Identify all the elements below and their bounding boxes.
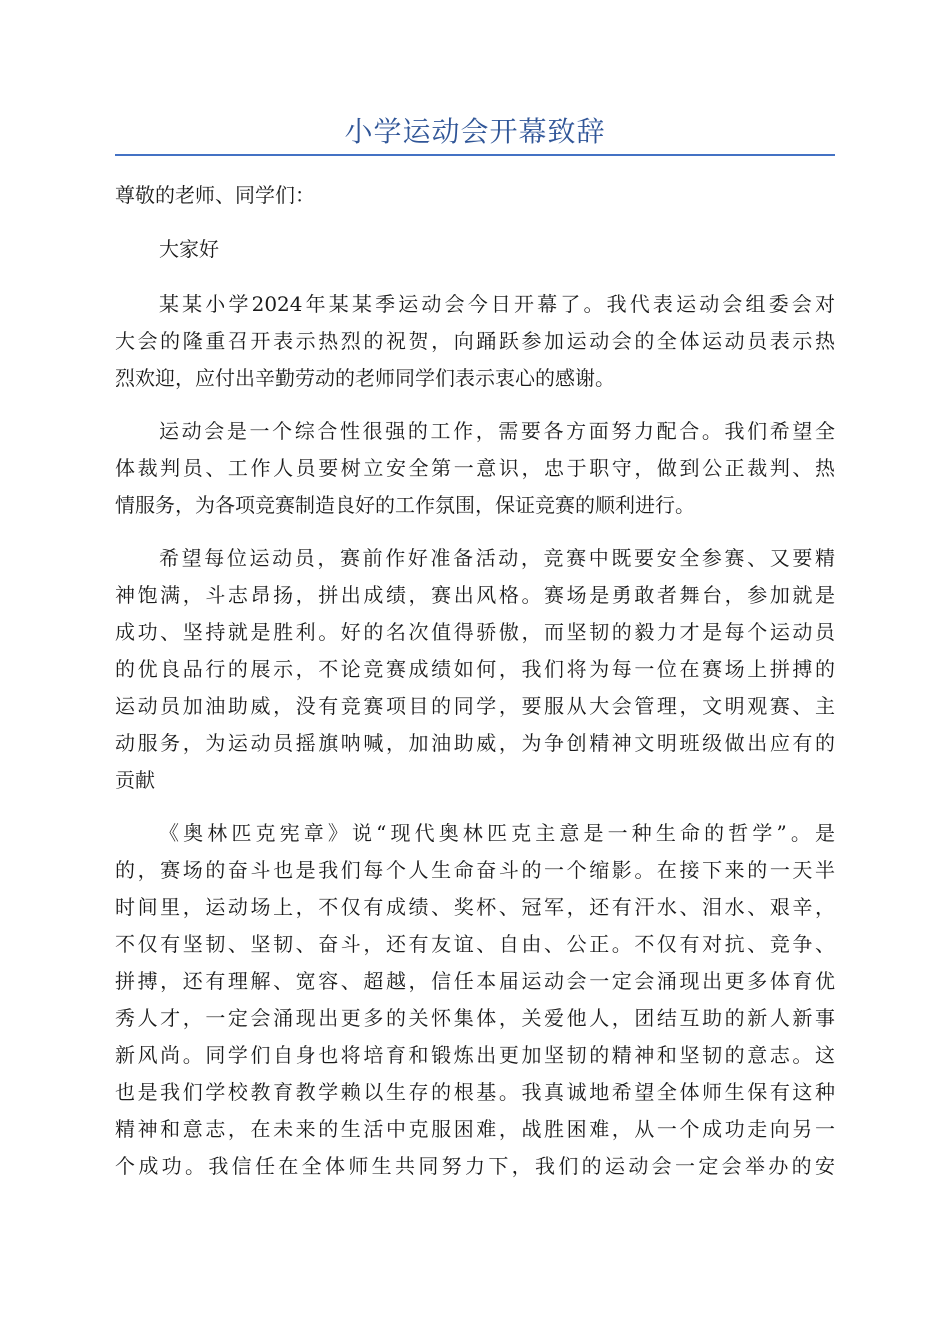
paragraph-line: 体裁判员、工作人员要树立安全第一意识，忠于职守，做到公正裁判、热 bbox=[115, 456, 835, 480]
paragraph-line: 不仅有坚韧、坚韧、奋斗，还有友谊、自由、公正。不仅有对抗、竞争、 bbox=[115, 932, 835, 956]
paragraph-line: 时间里，运动场上，不仅有成绩、奖杯、冠军，还有汗水、泪水、艰辛， bbox=[115, 895, 835, 919]
paragraph-line: 的优良品行的展示，不论竞赛成绩如何，我们将为每一位在赛场上拼搏的 bbox=[115, 657, 835, 681]
title-underline bbox=[115, 154, 835, 156]
paragraph-line: 情服务，为各项竞赛制造良好的工作氛围，保证竞赛的顺利进行。 bbox=[115, 493, 695, 517]
paragraph-1 bbox=[115, 286, 835, 397]
paragraph-line: 神饱满，斗志昂扬，拼出成绩，赛出风格。赛场是勇敢者舞台，参加就是 bbox=[115, 583, 835, 607]
paragraph-line: 某某小学2024年某某季运动会今日开幕了。我代表运动会组委会对 bbox=[159, 292, 835, 316]
paragraph-line: 《奥林匹克宪章》说“现代奥林匹克主意是一种生命的哲学”。是 bbox=[159, 821, 835, 845]
paragraph-line: 贡献 bbox=[115, 768, 155, 792]
paragraph-line: 也是我们学校教育教学赖以生存的根基。我真诚地希望全体师生保有这种 bbox=[115, 1080, 835, 1104]
paragraph-2 bbox=[115, 413, 835, 524]
document-title: 小学运动会开幕致辞 bbox=[344, 115, 606, 148]
salutation: 尊敬的老师、同学们： bbox=[115, 183, 315, 207]
paragraph-line: 希望每位运动员，赛前作好准备活动，竞赛中既要安全参赛、又要精 bbox=[159, 546, 835, 570]
paragraph-line: 新风尚。同学们自身也将培育和锻炼出更加坚韧的精神和坚韧的意志。这 bbox=[115, 1043, 835, 1067]
paragraph-3 bbox=[115, 540, 835, 799]
document-body bbox=[115, 174, 835, 1185]
paragraph-line: 的，赛场的奋斗也是我们每个人生命奋斗的一个缩影。在接下来的一天半 bbox=[115, 858, 835, 882]
paragraph-line: 拼搏，还有理解、宽容、超越，信任本届运动会一定会涌现出更多体育优 bbox=[115, 969, 835, 993]
paragraph-line: 成功、坚持就是胜利。好的名次值得骄傲，而坚韧的毅力才是每个运动员 bbox=[115, 620, 835, 644]
greeting: 大家好 bbox=[159, 237, 219, 261]
paragraph-line: 运动员加油助威，没有竞赛项目的同学，要服从大会管理，文明观赛、主 bbox=[115, 694, 835, 718]
paragraph-line: 精神和意志，在未来的生活中克服困难，战胜困难，从一个成功走向另一 bbox=[115, 1117, 835, 1141]
paragraph-4 bbox=[115, 815, 835, 1185]
paragraph-line: 运动会是一个综合性很强的工作，需要各方面努力配合。我们希望全 bbox=[159, 419, 835, 443]
paragraph-line: 个成功。我信任在全体师生共同努力下，我们的运动会一定会举办的安 bbox=[115, 1154, 835, 1178]
paragraph-line: 秀人才，一定会涌现出更多的关怀集体，关爱他人，团结互助的新人新事 bbox=[115, 1006, 835, 1030]
paragraph-line: 动服务，为运动员摇旗呐喊，加油助威，为争创精神文明班级做出应有的 bbox=[115, 731, 835, 755]
paragraph-line: 大会的隆重召开表示热烈的祝贺，向踊跃参加运动会的全体运动员表示热 bbox=[115, 329, 835, 353]
paragraph-line: 烈欢迎，应付出辛勤劳动的老师同学们表示衷心的感谢。 bbox=[115, 366, 615, 390]
